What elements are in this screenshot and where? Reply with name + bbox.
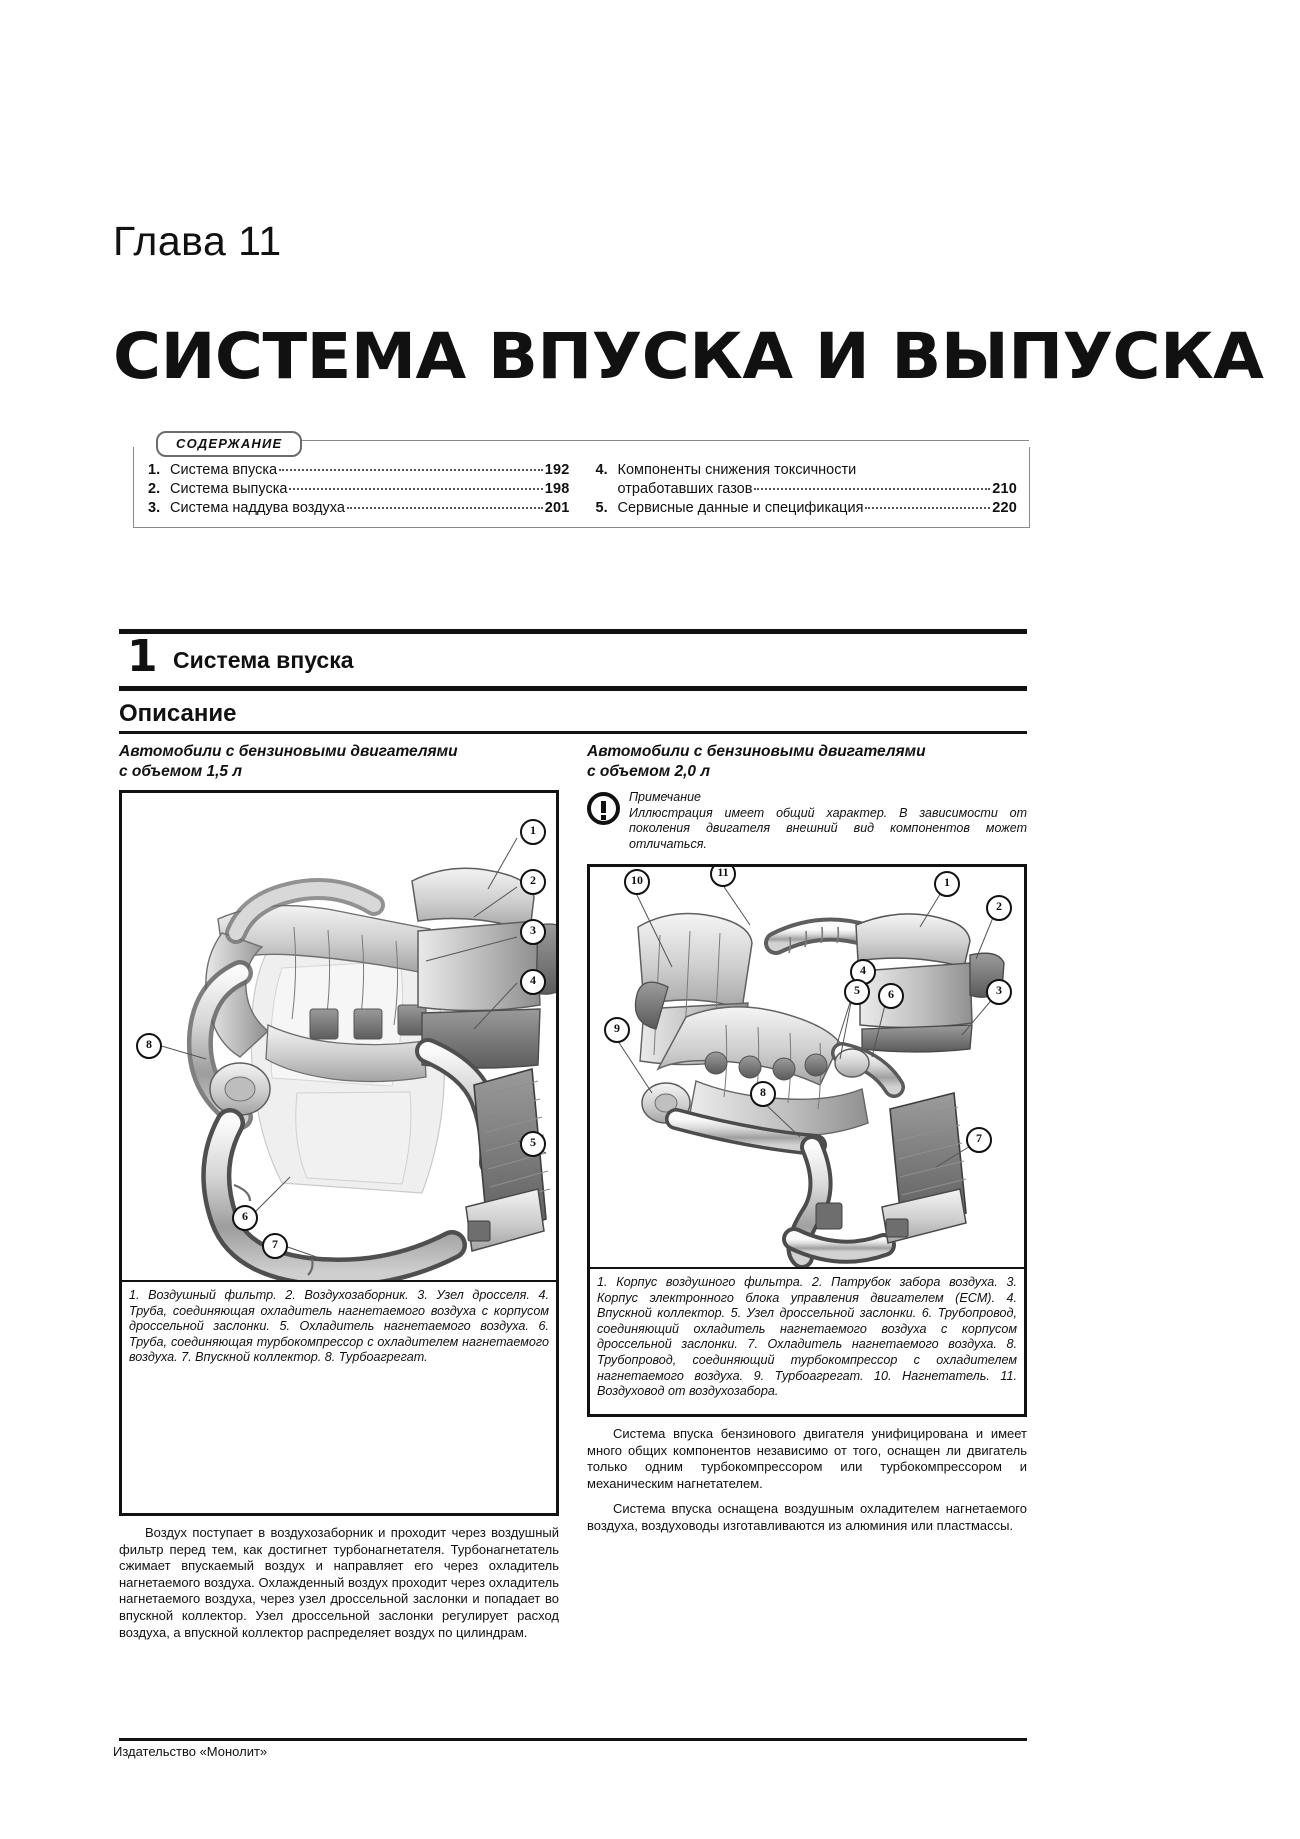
toc-entry-page: 198 bbox=[544, 481, 570, 497]
right-subheading-line2: с объемом 2,0 л bbox=[587, 763, 710, 780]
section-number: 1 bbox=[127, 631, 158, 682]
toc-leader-dots bbox=[754, 488, 990, 490]
right-body-paragraph: Система впуска оснащена воздушным охладителем нагнетаемого воздуха, воздуховоды изготавливаются из алюминия или пластмассы. bbox=[587, 1501, 1027, 1533]
figure-callout: 9 bbox=[604, 1017, 630, 1043]
toc-leader-dots bbox=[865, 507, 990, 509]
figure-caption-2-0l: 1. Корпус воздушного фильтра. 2. Патрубок забора воздуха. 3. Корпус электронного блока управления двигателем (ECM). 4. Впускной коллектор. 5. Узел дроссельной заслонки. 6. Трубопровод, соединяющий охладитель нагнетаемого воздуха с корпусом дроссельной заслонки. 7. Охладитель нагнетаемого воздуха. 8. Трубопровод, соединяющий турбокомпрессор с охладителем нагнетаемого воздуха. 9. Турбоагрегат. 10. Нагнетатель. 11. Воздуховод от воздухозабора. bbox=[590, 1267, 1024, 1407]
figure-callout: 4 bbox=[520, 969, 546, 995]
chapter-label: Глава 11 bbox=[113, 218, 282, 264]
toc-tab-label: СОДЕРЖАНИЕ bbox=[156, 431, 302, 457]
toc-leader-dots bbox=[279, 469, 543, 471]
toc-entry[interactable] bbox=[596, 461, 1018, 480]
page-title: СИСТЕМА ВПУСКА И ВЫПУСКА bbox=[113, 320, 1264, 393]
figure-callout: 3 bbox=[986, 979, 1012, 1005]
left-subheading bbox=[119, 742, 559, 782]
figure-intake-1-5l bbox=[119, 790, 559, 1516]
figure-callout: 5 bbox=[520, 1131, 546, 1157]
column-left bbox=[119, 742, 559, 1641]
toc-entry-page: 220 bbox=[992, 500, 1017, 516]
toc-entry[interactable] bbox=[148, 461, 570, 480]
section-title: Система впуска bbox=[173, 647, 354, 673]
toc-entry-number: 4. bbox=[595, 462, 608, 478]
note-text: Иллюстрация имеет общий характер. В зависимости от поколения двигателя внешний вид компонентов может отличаться. bbox=[629, 805, 1027, 851]
toc-leader-dots bbox=[289, 488, 542, 490]
figure-callout: 1 bbox=[934, 871, 960, 897]
footer-rule bbox=[119, 1738, 1027, 1741]
table-of-contents bbox=[133, 436, 1030, 528]
toc-entry-title: Сервисные данные и спецификация bbox=[617, 500, 864, 516]
toc-entry-number: 5. bbox=[595, 500, 608, 516]
figure-image-2-0l bbox=[590, 867, 1024, 1267]
toc-column-right bbox=[582, 461, 1030, 518]
figure-callout: 7 bbox=[966, 1127, 992, 1153]
engine-diagram-2-0l bbox=[590, 867, 1024, 1267]
left-subheading-line2: с объемом 1,5 л bbox=[119, 763, 242, 780]
toc-entry[interactable] bbox=[596, 499, 1018, 518]
exclamation-icon bbox=[587, 792, 620, 825]
note-body bbox=[629, 790, 1027, 852]
description-heading: Описание bbox=[119, 700, 1027, 734]
figure-intake-2-0l bbox=[587, 864, 1027, 1417]
toc-entry-title: Система наддува воздуха bbox=[170, 500, 345, 516]
figure-callout: 2 bbox=[520, 869, 546, 895]
right-body-paragraph: Система впуска бензинового двигателя унифицирована и имеет много общих компонентов независимо от того, оснащен ли двигатель только одним турбокомпрессором или турбокомпрессором и механическим нагнетателем. bbox=[587, 1426, 1027, 1491]
column-right bbox=[587, 742, 1027, 1535]
toc-entry[interactable] bbox=[148, 499, 570, 518]
toc-entry-number: 2. bbox=[148, 481, 161, 497]
toc-entry-title: Компоненты снижения токсичности bbox=[617, 462, 857, 478]
page-sheet bbox=[113, 0, 1264, 1839]
figure-callout: 1 bbox=[520, 819, 546, 845]
toc-entry-continuation[interactable] bbox=[596, 480, 1018, 499]
right-subheading-line1: Автомобили с бензиновыми двигателями bbox=[587, 743, 926, 760]
note-box bbox=[587, 790, 1027, 852]
footer-publisher: Издательство «Монолит» bbox=[113, 1744, 268, 1759]
toc-entry-page: 192 bbox=[544, 462, 570, 478]
figure-callout: 3 bbox=[520, 919, 546, 945]
right-subheading bbox=[587, 742, 1027, 782]
figure-caption-1-5l: 1. Воздушный фильтр. 2. Воздухозаборник. 3. Узел дросселя. 4. Труба, соединяющая охладитель нагнетаемого воздуха с корпусом дроссельной заслонки. 5. Охладитель нагнетаемого воздуха. 6. Труба, соединяющая турбокомпрессор с охладителем нагнетаемого воздуха. 7. Впускной коллектор. 8. Турбоагрегат. bbox=[122, 1280, 556, 1373]
figure-callout: 8 bbox=[750, 1081, 776, 1107]
figure-callout: 10 bbox=[624, 869, 650, 895]
toc-entry-title: Система выпуска bbox=[170, 481, 288, 497]
left-subheading-line1: Автомобили с бензиновыми двигателями bbox=[119, 743, 458, 760]
toc-entry-title: Система впуска bbox=[170, 462, 278, 478]
toc-entry-number: 3. bbox=[148, 500, 161, 516]
figure-callout: 6 bbox=[232, 1205, 258, 1231]
note-title: Примечание bbox=[629, 790, 701, 804]
toc-entry-number: 1. bbox=[148, 462, 161, 478]
figure-callout: 8 bbox=[136, 1033, 162, 1059]
figure-callout: 7 bbox=[262, 1233, 288, 1259]
figure-callout: 5 bbox=[844, 979, 870, 1005]
figure-image-1-5l bbox=[122, 793, 556, 1280]
section-header-band bbox=[119, 629, 1027, 691]
figure-callout: 11 bbox=[710, 864, 736, 887]
toc-entry-page: 210 bbox=[992, 481, 1017, 497]
toc-top-rule bbox=[294, 440, 1029, 441]
figure-callout: 2 bbox=[986, 895, 1012, 921]
toc-entry-title-line2: отработавших газов bbox=[617, 481, 753, 497]
figure-callout: 4 bbox=[850, 959, 876, 985]
figure-callout: 6 bbox=[878, 983, 904, 1009]
toc-leader-dots bbox=[347, 507, 543, 509]
toc-entry[interactable] bbox=[148, 480, 570, 499]
engine-diagram-1-5l bbox=[122, 793, 556, 1280]
toc-entry-page: 201 bbox=[544, 500, 570, 516]
toc-column-left bbox=[134, 461, 582, 518]
left-body-paragraph: Воздух поступает в воздухозаборник и проходит через воздушный фильтр перед тем, как достигнет турбонагнетателя. Турбонагнетатель сжимает впускаемый воздух и направляет его через охладитель нагнетаемого воздуха. Охлажденный воздух проходит через охладитель нагнетаемого воздуха, через узел дроссельной заслонки и попадает во впускной коллектор. Узел дроссельной заслонки регулирует расход воздуха, а впускной коллектор распределяет воздух по цилиндрам. bbox=[119, 1525, 559, 1640]
